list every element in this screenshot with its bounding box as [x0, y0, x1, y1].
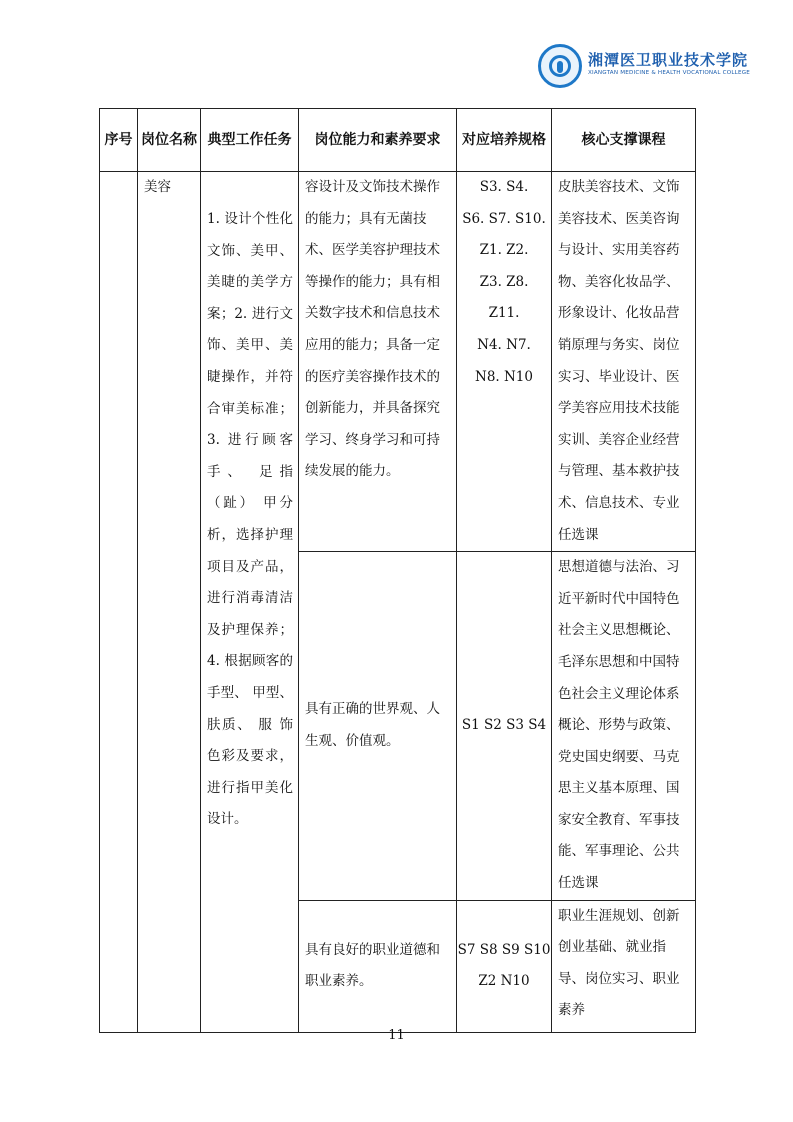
courses-cell: 职业生涯规划、创新创业基础、就业指导、岗位实习、职业素养: [552, 900, 696, 1032]
page-number: 11: [388, 1028, 405, 1043]
courses-cell: 皮肤美容技术、文饰美容技术、医美咨询与设计、实用美容药物、美容化妆品学、形象设计、化妆品营销原理与务实、岗位实习、毕业设计、医学美容应用技术技能实训、美容企业经营与管理、基本救护技术、信息技术、专业任选课: [552, 172, 696, 552]
standards-cell: [457, 552, 552, 901]
college-emblem-icon: [538, 44, 582, 88]
header-tasks: 典型工作任务: [201, 109, 299, 172]
header-serial: 序号: [100, 109, 138, 172]
standard-line: N8. N10: [475, 368, 533, 385]
serial-cell: [100, 172, 138, 1033]
ability-cell: 具有良好的职业道德和职业素养。: [299, 900, 457, 1032]
curriculum-table: [99, 108, 696, 1033]
header-position: 岗位名称: [138, 109, 201, 172]
college-logo: [538, 44, 750, 94]
header-ability: 岗位能力和素养要求: [299, 109, 457, 172]
standard-line: Z2 N10: [478, 973, 530, 990]
standards-cell: [457, 172, 552, 552]
table-row: [100, 172, 696, 552]
table-header-row: [100, 109, 696, 172]
standard-line: N4. N7.: [477, 336, 531, 353]
standards-cell: [457, 900, 552, 1032]
tasks-cell: 1. 设计个性化文饰、美甲、美睫的美学方案；2. 进行文饰、美甲、美睫操作，并符合审美标准；3. 进行顾客手、 足指（趾） 甲分析，选择护理项目及产品，进行消毒清洁及护理保养；4. 根据顾客的手型、 甲型、 肤质、 服 饰色彩及要求，进行指甲美化设计。: [201, 172, 299, 1033]
ability-cell: 具有正确的世界观、人生观、价值观。: [299, 552, 457, 901]
standard-line: S1 S2 S3 S4: [461, 717, 547, 734]
position-cell: 美容: [138, 172, 201, 1033]
school-name-en: XIANGTAN MEDICINE & HEALTH VOCATIONAL COLLEGE: [588, 70, 750, 76]
standard-line: S3. S4.: [479, 179, 529, 195]
header-courses: 核心支撑课程: [552, 109, 696, 172]
ability-cell: 容设计及文饰技术操作的能力；具有无菌技术、医学美容护理技术等操作的能力；具有相关数字技术和信息技术应用的能力；具备一定的医疗美容操作技术的创新能力，并具备探究学习、终身学习和可持续发展的能力。: [299, 172, 457, 552]
school-name-cn: 湘潭医卫职业技术学院: [588, 51, 749, 69]
standard-line: S6. S7. S10.: [462, 210, 546, 227]
courses-cell: 思想道德与法治、习近平新时代中国特色社会主义思想概论、毛泽东思想和中国特色社会主义理论体系概论、形势与政策、党史国史纲要、马克思主义基本原理、国家安全教育、军事技能、军事理论、公共任选课: [552, 552, 696, 901]
standard-line: Z11.: [488, 305, 520, 322]
standard-line: Z3. Z8.: [479, 273, 529, 290]
standard-line: Z1. Z2.: [479, 242, 529, 259]
standard-line: S7 S8 S9 S10: [457, 941, 551, 958]
header-standards: 对应培养规格: [457, 109, 552, 172]
